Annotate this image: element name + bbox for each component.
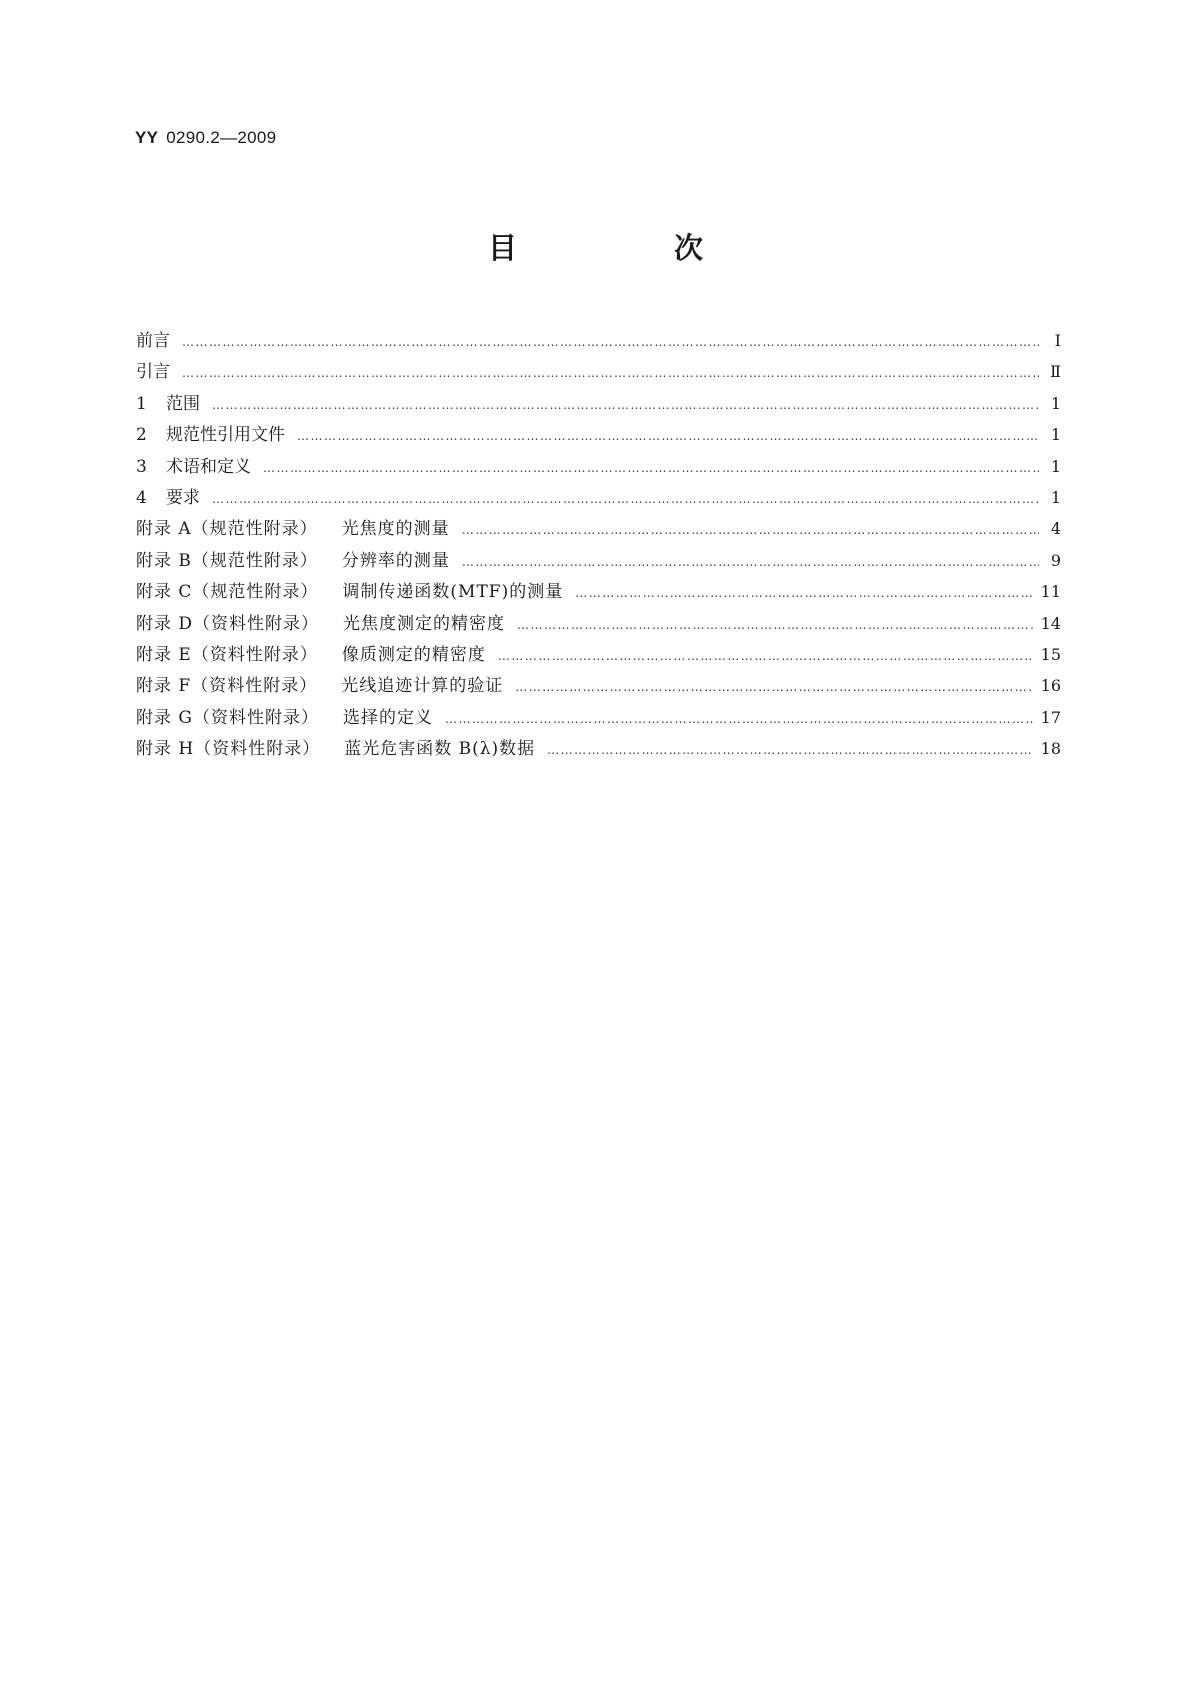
toc-entry-annex-d[interactable] — [136, 609, 1061, 640]
toc-entry-annex-a[interactable] — [136, 514, 1061, 545]
toc-entry-label — [136, 420, 285, 445]
standard-prefix: YY — [135, 128, 159, 147]
standard-number: 0290.2—2009 — [166, 128, 277, 147]
toc-entry-annex-c[interactable] — [136, 577, 1061, 608]
annex-designation: 附录 C（规范性附录） — [136, 582, 319, 603]
annex-title: 光焦度的测量 — [341, 519, 450, 540]
dot-leader — [517, 618, 1033, 632]
dot-leader — [212, 492, 1039, 506]
toc-entry-number: 4 — [136, 487, 147, 508]
toc-entry-number: 3 — [136, 456, 147, 477]
toc-page-number: 18 — [1040, 739, 1061, 759]
toc-entry-foreword[interactable] — [136, 326, 1061, 357]
toc-page-number: 1 — [1050, 393, 1061, 413]
annex-title: 光线追迹计算的验证 — [341, 676, 504, 697]
toc-entry-scope[interactable] — [136, 389, 1061, 420]
annex-title: 分辨率的测量 — [341, 550, 450, 571]
annex-designation: 附录 B（规范性附录） — [136, 550, 318, 571]
table-of-contents — [136, 326, 1061, 765]
toc-entry-label — [136, 452, 251, 477]
toc-page-number: 1 — [1050, 425, 1061, 445]
toc-entry-label — [136, 483, 200, 508]
toc-entry-text: 要求 — [166, 487, 200, 508]
dot-leader — [547, 743, 1032, 757]
toc-page-number: 15 — [1040, 644, 1061, 664]
toc-entry-text: 范围 — [166, 393, 200, 414]
dot-leader — [462, 523, 1039, 537]
toc-entry-annex-h[interactable] — [136, 734, 1061, 765]
toc-page-number: 1 — [1050, 487, 1061, 507]
toc-entry-annex-g[interactable] — [136, 703, 1061, 734]
annex-title: 选择的定义 — [342, 707, 433, 728]
dot-leader — [297, 429, 1039, 443]
annex-designation: 附录 F（资料性附录） — [136, 676, 318, 697]
dot-leader — [498, 649, 1033, 663]
dot-leader — [515, 680, 1032, 694]
toc-entry-label — [136, 703, 433, 728]
toc-entry-label — [136, 609, 505, 634]
toc-entry-label — [136, 389, 200, 414]
toc-page-number: 11 — [1040, 582, 1061, 602]
dot-leader — [212, 398, 1039, 412]
annex-title: 像质测定的精密度 — [341, 644, 486, 665]
toc-entry-number: 2 — [136, 425, 147, 446]
toc-page-number: 17 — [1040, 707, 1061, 727]
toc-entry-label — [136, 546, 450, 571]
toc-entry-introduction[interactable] — [136, 357, 1061, 388]
toc-entry-annex-e[interactable] — [136, 640, 1061, 671]
annex-title: 蓝光危害函数 B(λ)数据 — [344, 739, 536, 760]
dot-leader — [462, 555, 1039, 569]
dot-leader — [445, 712, 1033, 726]
toc-entry-label — [136, 577, 563, 602]
annex-designation: 附录 G（资料性附录） — [136, 707, 319, 728]
annex-designation: 附录 D（资料性附录） — [136, 613, 320, 634]
toc-entry-normative-references[interactable] — [136, 420, 1061, 451]
toc-page-number: Ⅱ — [1050, 362, 1061, 382]
annex-title: 调制传递函数(MTF)的测量 — [342, 582, 564, 603]
annex-designation: 附录 A（规范性附录） — [136, 519, 318, 540]
standard-code — [135, 128, 276, 148]
annex-designation: 附录 H（资料性附录） — [136, 739, 321, 760]
toc-page-number: 14 — [1040, 613, 1061, 633]
toc-entry-terms-and-definitions[interactable] — [136, 452, 1061, 483]
toc-entry-requirements[interactable] — [136, 483, 1061, 514]
toc-entry-label: 前言 — [136, 331, 170, 351]
toc-entry-text: 术语和定义 — [166, 456, 251, 477]
toc-entry-label — [136, 734, 535, 759]
page-title: 目 次 — [487, 231, 767, 265]
toc-entry-label — [136, 514, 450, 539]
toc-page-number: 9 — [1050, 550, 1061, 570]
dot-leader — [575, 586, 1032, 600]
toc-page-number: 16 — [1040, 676, 1061, 696]
toc-entry-label — [136, 640, 486, 665]
dot-leader — [182, 335, 1039, 349]
toc-entry-label — [136, 671, 503, 696]
toc-entry-label: 引言 — [136, 362, 170, 383]
toc-page-number: 4 — [1050, 519, 1061, 539]
dot-leader — [182, 366, 1039, 380]
toc-page-number: Ⅰ — [1054, 331, 1061, 350]
toc-entry-annex-f[interactable] — [136, 671, 1061, 702]
annex-title: 光焦度测定的精密度 — [343, 613, 506, 634]
toc-entry-annex-b[interactable] — [136, 546, 1061, 577]
toc-entry-number: 1 — [136, 393, 147, 414]
dot-leader — [263, 461, 1039, 475]
toc-entry-text: 规范性引用文件 — [166, 425, 285, 446]
annex-designation: 附录 E（资料性附录） — [136, 644, 318, 665]
toc-page-number: 1 — [1050, 456, 1061, 476]
